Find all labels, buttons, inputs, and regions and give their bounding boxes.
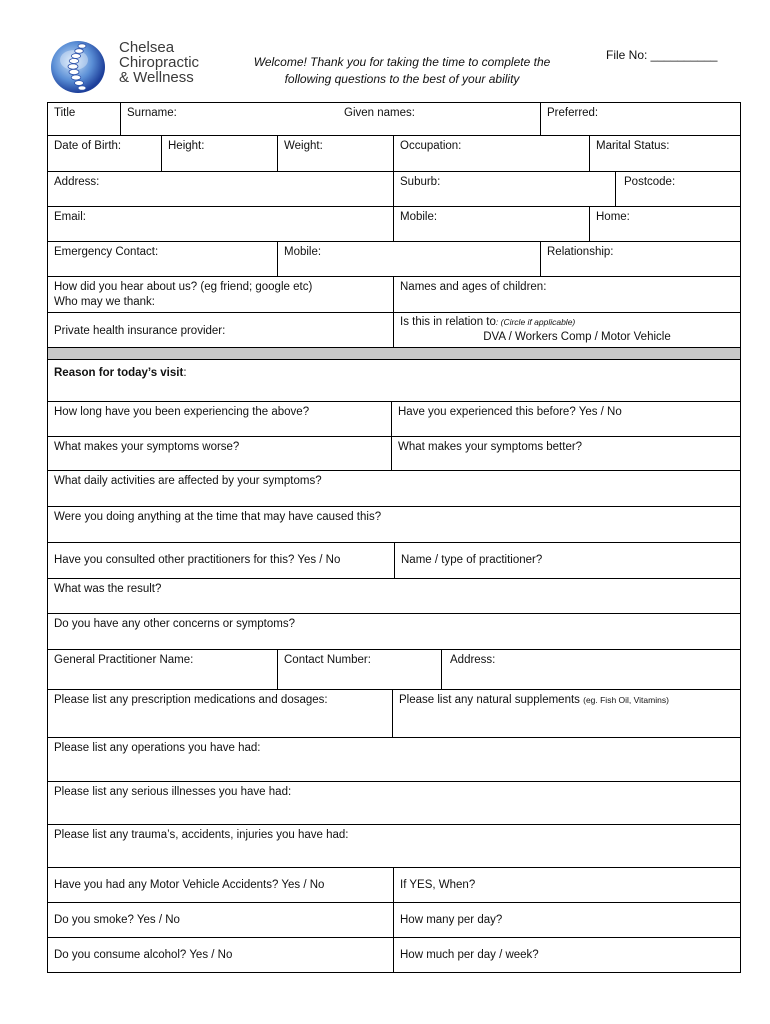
suburb-field[interactable] (393, 172, 615, 206)
reason-label: Reason for today’s visit (54, 367, 184, 379)
smoke-per-day-label: How many per day? (400, 914, 503, 926)
height-field[interactable] (161, 136, 277, 171)
brand-name (119, 40, 199, 85)
suburb-label: Suburb: (400, 176, 441, 188)
address-label: Address: (54, 176, 100, 188)
form-header (0, 0, 770, 100)
row-operations (47, 738, 741, 782)
result-field[interactable] (48, 579, 740, 613)
children-label: Names and ages of children: (400, 281, 547, 293)
row-mva (47, 868, 741, 903)
reason-field[interactable] (48, 360, 740, 401)
preferred-field[interactable] (540, 103, 740, 135)
row-illnesses (47, 782, 741, 825)
marital-status-label: Marital Status: (596, 140, 670, 152)
supplements-label: Please list any natural supplements (399, 694, 580, 706)
row-gp (47, 650, 741, 690)
given-names-label: Given names: (344, 107, 415, 119)
worse-field[interactable] (48, 437, 391, 470)
experienced-before-field[interactable] (391, 402, 740, 436)
trauma-field[interactable] (48, 825, 740, 867)
children-field[interactable] (393, 277, 740, 312)
intake-form (47, 102, 741, 973)
supplements-note: (eg. Fish Oil, Vitamins) (583, 695, 669, 705)
medications-label: Please list any prescription medications and dosages: (54, 694, 328, 706)
row-daily (47, 471, 741, 507)
smoke-label: Do you smoke? Yes / No (54, 914, 180, 926)
address-field[interactable] (48, 172, 393, 206)
experienced-before-label: Have you experienced this before? Yes / No (398, 406, 622, 418)
row-trauma (47, 825, 741, 868)
row-consulted (47, 543, 741, 579)
email-label: Email: (54, 211, 86, 223)
gp-contact-field[interactable] (277, 650, 441, 689)
weight-label: Weight: (284, 140, 323, 152)
mva-when-field[interactable] (393, 868, 740, 902)
spine-logo-icon (48, 38, 108, 96)
brand-line-1: Chelsea (119, 39, 175, 56)
given-names-field[interactable] (338, 103, 540, 135)
result-label: What was the result? (54, 583, 162, 595)
row-smoke (47, 903, 741, 938)
health-insurance-label: Private health insurance provider: (54, 325, 226, 337)
relationship-field[interactable] (540, 242, 740, 276)
row-symptoms (47, 437, 741, 471)
emergency-mobile-label: Mobile: (284, 246, 322, 258)
marital-status-field[interactable] (589, 136, 740, 171)
surname-field[interactable] (120, 103, 338, 135)
gp-address-label: Address: (450, 654, 496, 666)
other-concerns-label: Do you have any other concerns or symptoms? (54, 618, 295, 630)
occupation-field[interactable] (393, 136, 589, 171)
alcohol-per-day-label: How much per day / week? (400, 949, 539, 961)
mva-field[interactable] (48, 868, 393, 902)
how-long-label: How long have you been experiencing the above? (54, 406, 310, 418)
dob-field[interactable] (48, 136, 161, 171)
daily-activities-field[interactable] (48, 471, 740, 506)
gp-name-field[interactable] (48, 650, 277, 689)
gp-address-field[interactable] (441, 650, 740, 689)
how-long-field[interactable] (48, 402, 391, 436)
row-insurance (47, 313, 741, 348)
alcohol-per-day-field[interactable] (393, 938, 740, 972)
smoke-field[interactable] (48, 903, 393, 937)
row-reason (47, 360, 741, 402)
row-referral (47, 277, 741, 313)
illnesses-field[interactable] (48, 782, 740, 824)
alcohol-field[interactable] (48, 938, 393, 972)
better-label: What makes your symptoms better? (398, 441, 583, 453)
row-contact (47, 207, 741, 242)
consulted-field[interactable] (48, 543, 394, 578)
emergency-contact-label: Emergency Contact: (54, 246, 159, 258)
emergency-mobile-field[interactable] (277, 242, 540, 276)
cause-label: Were you doing anything at the time that may have caused this? (54, 511, 382, 523)
other-concerns-field[interactable] (48, 614, 740, 649)
mva-when-label: If YES, When? (400, 879, 476, 891)
section-divider (47, 348, 741, 360)
referral-thank-label: Who may we thank: (54, 296, 155, 308)
mobile-field[interactable] (393, 207, 589, 241)
illnesses-label: Please list any serious illnesses you have had: (54, 786, 292, 798)
postcode-label: Postcode: (624, 176, 676, 188)
row-medications (47, 690, 741, 738)
relation-options[interactable]: DVA / Workers Comp / Motor Vehicle (483, 331, 671, 343)
gp-contact-label: Contact Number: (284, 654, 371, 666)
practitioner-type-field[interactable] (394, 543, 740, 578)
relation-label: Is this in relation to (400, 316, 496, 328)
welcome-message (226, 54, 578, 88)
email-field[interactable] (48, 207, 393, 241)
smoke-per-day-field[interactable] (393, 903, 740, 937)
referral-label: How did you hear about us? (eg friend; google etc) (54, 281, 313, 293)
row-cause (47, 507, 741, 543)
postcode-field[interactable] (615, 172, 740, 206)
row-other-concerns (47, 614, 741, 650)
consulted-label: Have you consulted other practitioners for this? Yes / No (54, 554, 341, 566)
preferred-label: Preferred: (547, 107, 599, 119)
height-label: Height: (168, 140, 205, 152)
daily-activities-label: What daily activities are affected by your symptoms? (54, 475, 322, 487)
reason-colon: : (183, 367, 187, 379)
brand-line-2: Chiropractic (119, 54, 200, 71)
dob-label: Date of Birth: (54, 140, 122, 152)
operations-field[interactable] (48, 738, 740, 781)
emergency-contact-field[interactable] (48, 242, 277, 276)
health-insurance-field[interactable] (48, 313, 393, 347)
supplements-field[interactable] (392, 690, 740, 737)
weight-field[interactable] (277, 136, 393, 171)
brand-line-3: & Wellness (119, 69, 194, 86)
worse-label: What makes your symptoms worse? (54, 441, 240, 453)
medications-field[interactable] (48, 690, 392, 737)
operations-label: Please list any operations you have had: (54, 742, 261, 754)
cause-field[interactable] (48, 507, 740, 542)
gp-name-label: General Practitioner Name: (54, 654, 194, 666)
row-name (47, 102, 741, 136)
referral-field[interactable] (48, 277, 393, 312)
relation-to-field[interactable] (393, 313, 740, 347)
row-duration (47, 402, 741, 437)
mva-label: Have you had any Motor Vehicle Accidents? Yes / No (54, 879, 325, 891)
surname-label: Surname: (127, 107, 177, 119)
relation-note: : (Circle if applicable) (495, 317, 576, 327)
home-phone-label: Home: (596, 211, 630, 223)
relationship-label: Relationship: (547, 246, 614, 258)
row-personal (47, 136, 741, 172)
row-address (47, 172, 741, 207)
title-label: Title (54, 107, 76, 119)
trauma-label: Please list any trauma’s, accidents, injuries you have had: (54, 829, 349, 841)
practitioner-type-label: Name / type of practitioner? (401, 554, 543, 566)
row-alcohol (47, 938, 741, 973)
row-emergency (47, 242, 741, 277)
mobile-label: Mobile: (400, 211, 438, 223)
row-result (47, 579, 741, 614)
welcome-line-1: Welcome! Thank you for taking the time to complete the (253, 55, 551, 69)
title-field[interactable] (48, 103, 120, 135)
occupation-label: Occupation: (400, 140, 462, 152)
better-field[interactable] (391, 437, 740, 470)
alcohol-label: Do you consume alcohol? Yes / No (54, 949, 233, 961)
file-number-field[interactable]: File No: __________ (606, 48, 718, 62)
home-phone-field[interactable] (589, 207, 740, 241)
welcome-line-2: following questions to the best of your ability (284, 72, 520, 86)
